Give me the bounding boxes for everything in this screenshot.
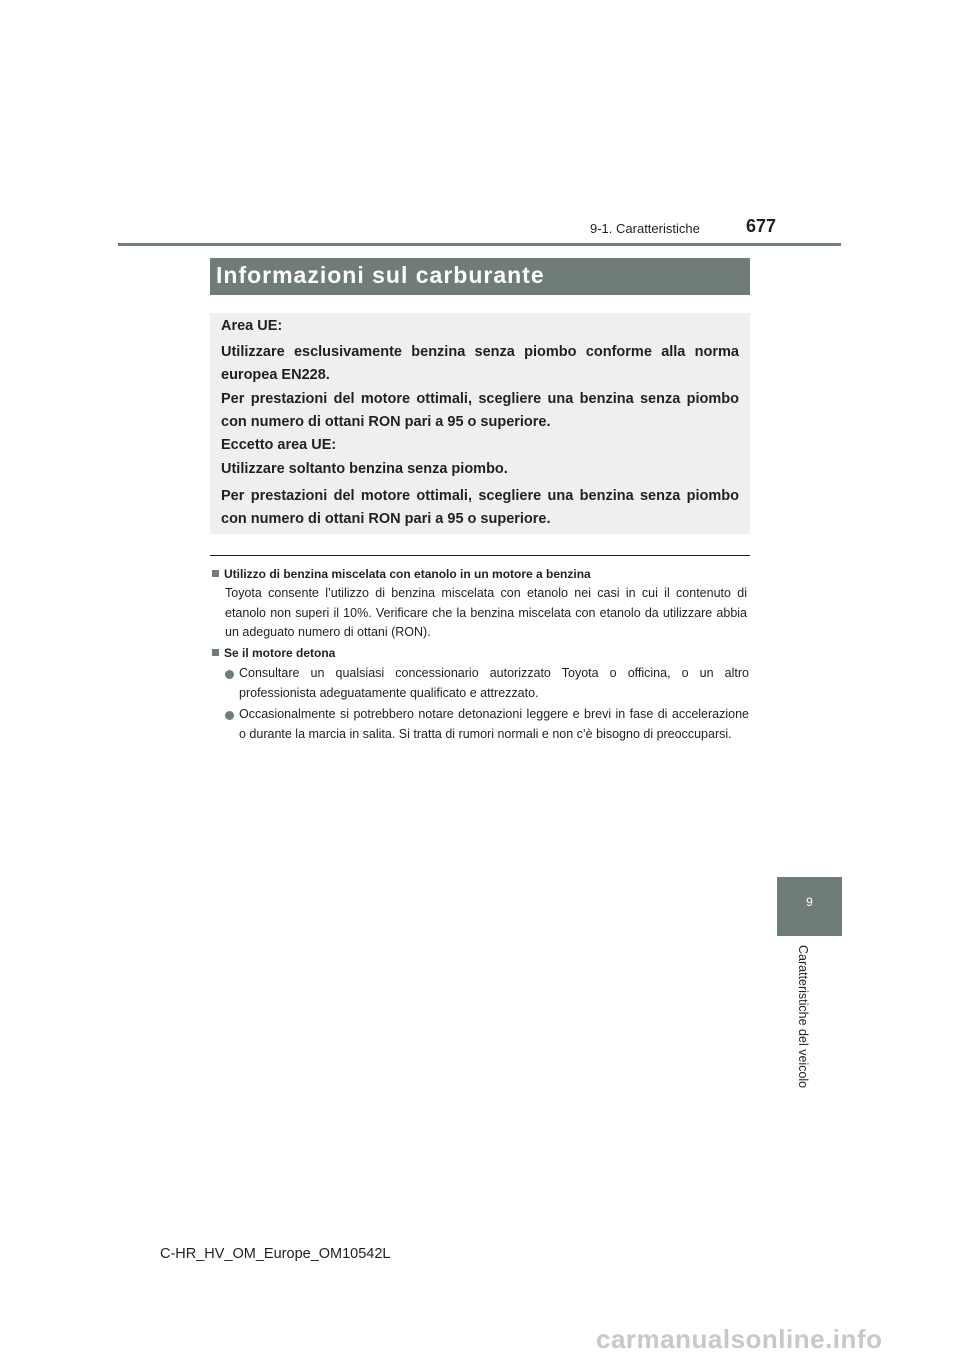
- watermark: carmanualsonline.info: [596, 1324, 883, 1354]
- footer-code: C-HR_HV_OM_Europe_OM10542L: [160, 1246, 391, 1262]
- circle-bullet-icon: [225, 670, 234, 679]
- info-line: Per prestazioni del motore ottimali, scegliere una benzina senza piombo con numero di ottani RON pari a 95 o superiore.: [221, 488, 739, 527]
- circle-bullet-icon: [225, 711, 234, 720]
- section-heading: [212, 646, 335, 660]
- section-divider: [210, 555, 750, 556]
- bullet-item: Consultare un qualsiasi concessionario autorizzato Toyota o officina, o un altro professionista adeguatamente qualificato e attrezzato.: [239, 666, 749, 700]
- header-rule: [118, 243, 841, 246]
- title-bar: [210, 258, 750, 295]
- bullet-item: Occasionalmente si potrebbero notare detonazioni leggere e brevi in fase di accelerazione o durante la marcia in salita. Si tratta di rumori normali e non c’è bisogno di preoccuparsi.: [239, 707, 749, 741]
- info-line: Utilizzare soltanto benzina senza piombo.: [221, 461, 508, 477]
- info-box: [210, 313, 750, 534]
- chapter-tab-number: 9: [806, 895, 813, 909]
- info-line: Area UE:: [221, 318, 283, 334]
- info-line: Utilizzare esclusivamente benzina senza piombo conforme alla norma europea EN228.: [221, 344, 739, 383]
- section-heading-text: Se il motore detona: [224, 646, 336, 660]
- header-page-number: 677: [746, 216, 777, 236]
- header-section-label: 9-1. Caratteristiche: [590, 221, 700, 236]
- info-line: Per prestazioni del motore ottimali, scegliere una benzina senza piombo con numero di ottani RON pari a 95 o superiore.: [221, 391, 739, 430]
- section-paragraph: Toyota consente l’utilizzo di benzina miscelata con etanolo nei casi in cui il contenuto di etanolo non superi il 10%. Verificare che la benzina miscelata con etanolo da utilizzare abbia un adeguato numero di ottani (RON).: [225, 586, 747, 639]
- chapter-tab: [777, 877, 842, 936]
- section-heading-text: Utilizzo di benzina miscelata con etanolo in un motore a benzina: [224, 567, 591, 581]
- section-heading: [212, 567, 591, 581]
- square-bullet-icon: [212, 649, 219, 656]
- chapter-side-label: Caratteristiche del veicolo: [796, 945, 810, 1089]
- square-bullet-icon: [212, 570, 219, 577]
- page-title: Informazioni sul carburante: [216, 262, 545, 288]
- info-line: Eccetto area UE:: [221, 437, 337, 453]
